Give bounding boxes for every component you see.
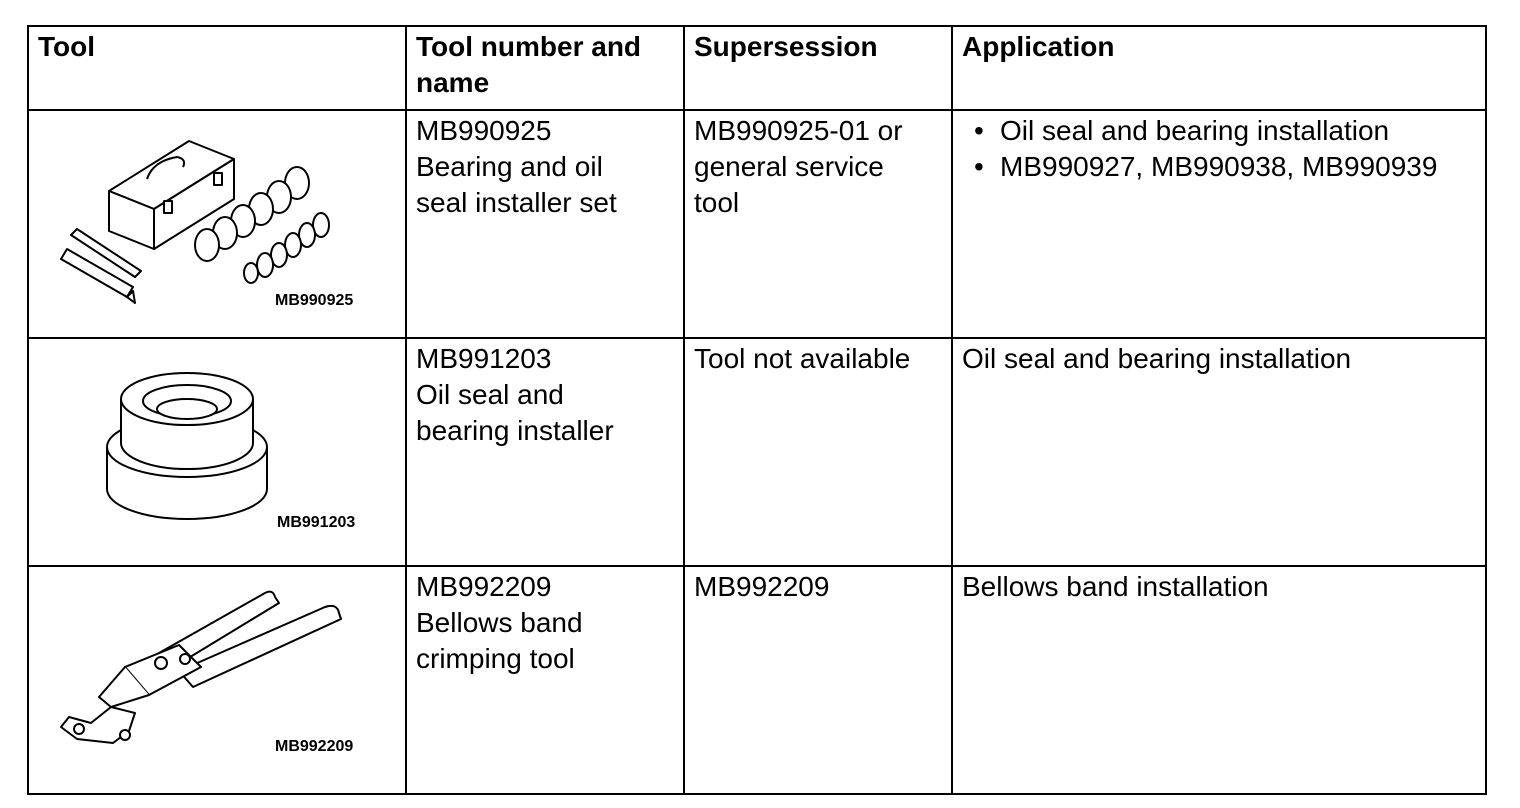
tool-number: MB990925 [416, 115, 552, 146]
tool-name-line: Bellows band [416, 607, 583, 638]
tool-name-line: crimping tool [416, 643, 575, 674]
supersession-line: Tool not available [694, 343, 911, 374]
header-tool-number-and-name: Tool number and name [406, 26, 684, 110]
tool-code-label: MB992209 [275, 738, 354, 755]
application-text: Bellows band installation [962, 571, 1269, 602]
tool-number-and-name-cell [406, 566, 684, 794]
supersession-cell [684, 338, 952, 566]
tool-number-and-name-cell [406, 338, 684, 566]
tool-name-line: Oil seal and [416, 379, 564, 410]
header-supersession: Supersession [684, 26, 952, 110]
tool-illustration-cell [28, 338, 406, 566]
application-item: • Oil seal and bearing installation [962, 113, 1477, 149]
supersession-cell [684, 566, 952, 794]
supersession-line: tool [694, 187, 740, 218]
application-cell [952, 566, 1486, 794]
tool-number: MB992209 [416, 571, 552, 602]
tool-name-line: bearing installer [416, 415, 614, 446]
table-row [28, 110, 1486, 338]
crimping-pliers-icon [29, 567, 405, 793]
supersession-line: general service [694, 151, 884, 182]
tool-illustration-cell [28, 110, 406, 338]
tool-number: MB991203 [416, 343, 552, 374]
tool-name-line: seal installer set [416, 187, 617, 218]
table-row [28, 338, 1486, 566]
special-tools-table [27, 25, 1487, 795]
bearing-installer-set-icon [29, 111, 405, 337]
header-tool: Tool [28, 26, 406, 110]
supersession-cell [684, 110, 952, 338]
header-application: Application [952, 26, 1486, 110]
application-item: • MB990927, MB990938, MB990939 [962, 149, 1477, 185]
application-text: Oil seal and bearing installation [962, 343, 1352, 374]
tool-name-line: Bearing and oil [416, 151, 603, 182]
oil-seal-installer-icon [29, 339, 405, 565]
table-row [28, 566, 1486, 794]
tool-number-and-name-cell [406, 110, 684, 338]
supersession-line: MB992209 [694, 571, 830, 602]
application-cell [952, 338, 1486, 566]
application-list [962, 113, 1477, 185]
header-row [28, 26, 1486, 110]
tool-illustration-cell [28, 566, 406, 794]
supersession-line: MB990925-01 or [694, 115, 903, 146]
tool-code-label: MB990925 [275, 292, 354, 309]
application-cell [952, 110, 1486, 338]
tool-code-label: MB991203 [277, 514, 356, 531]
